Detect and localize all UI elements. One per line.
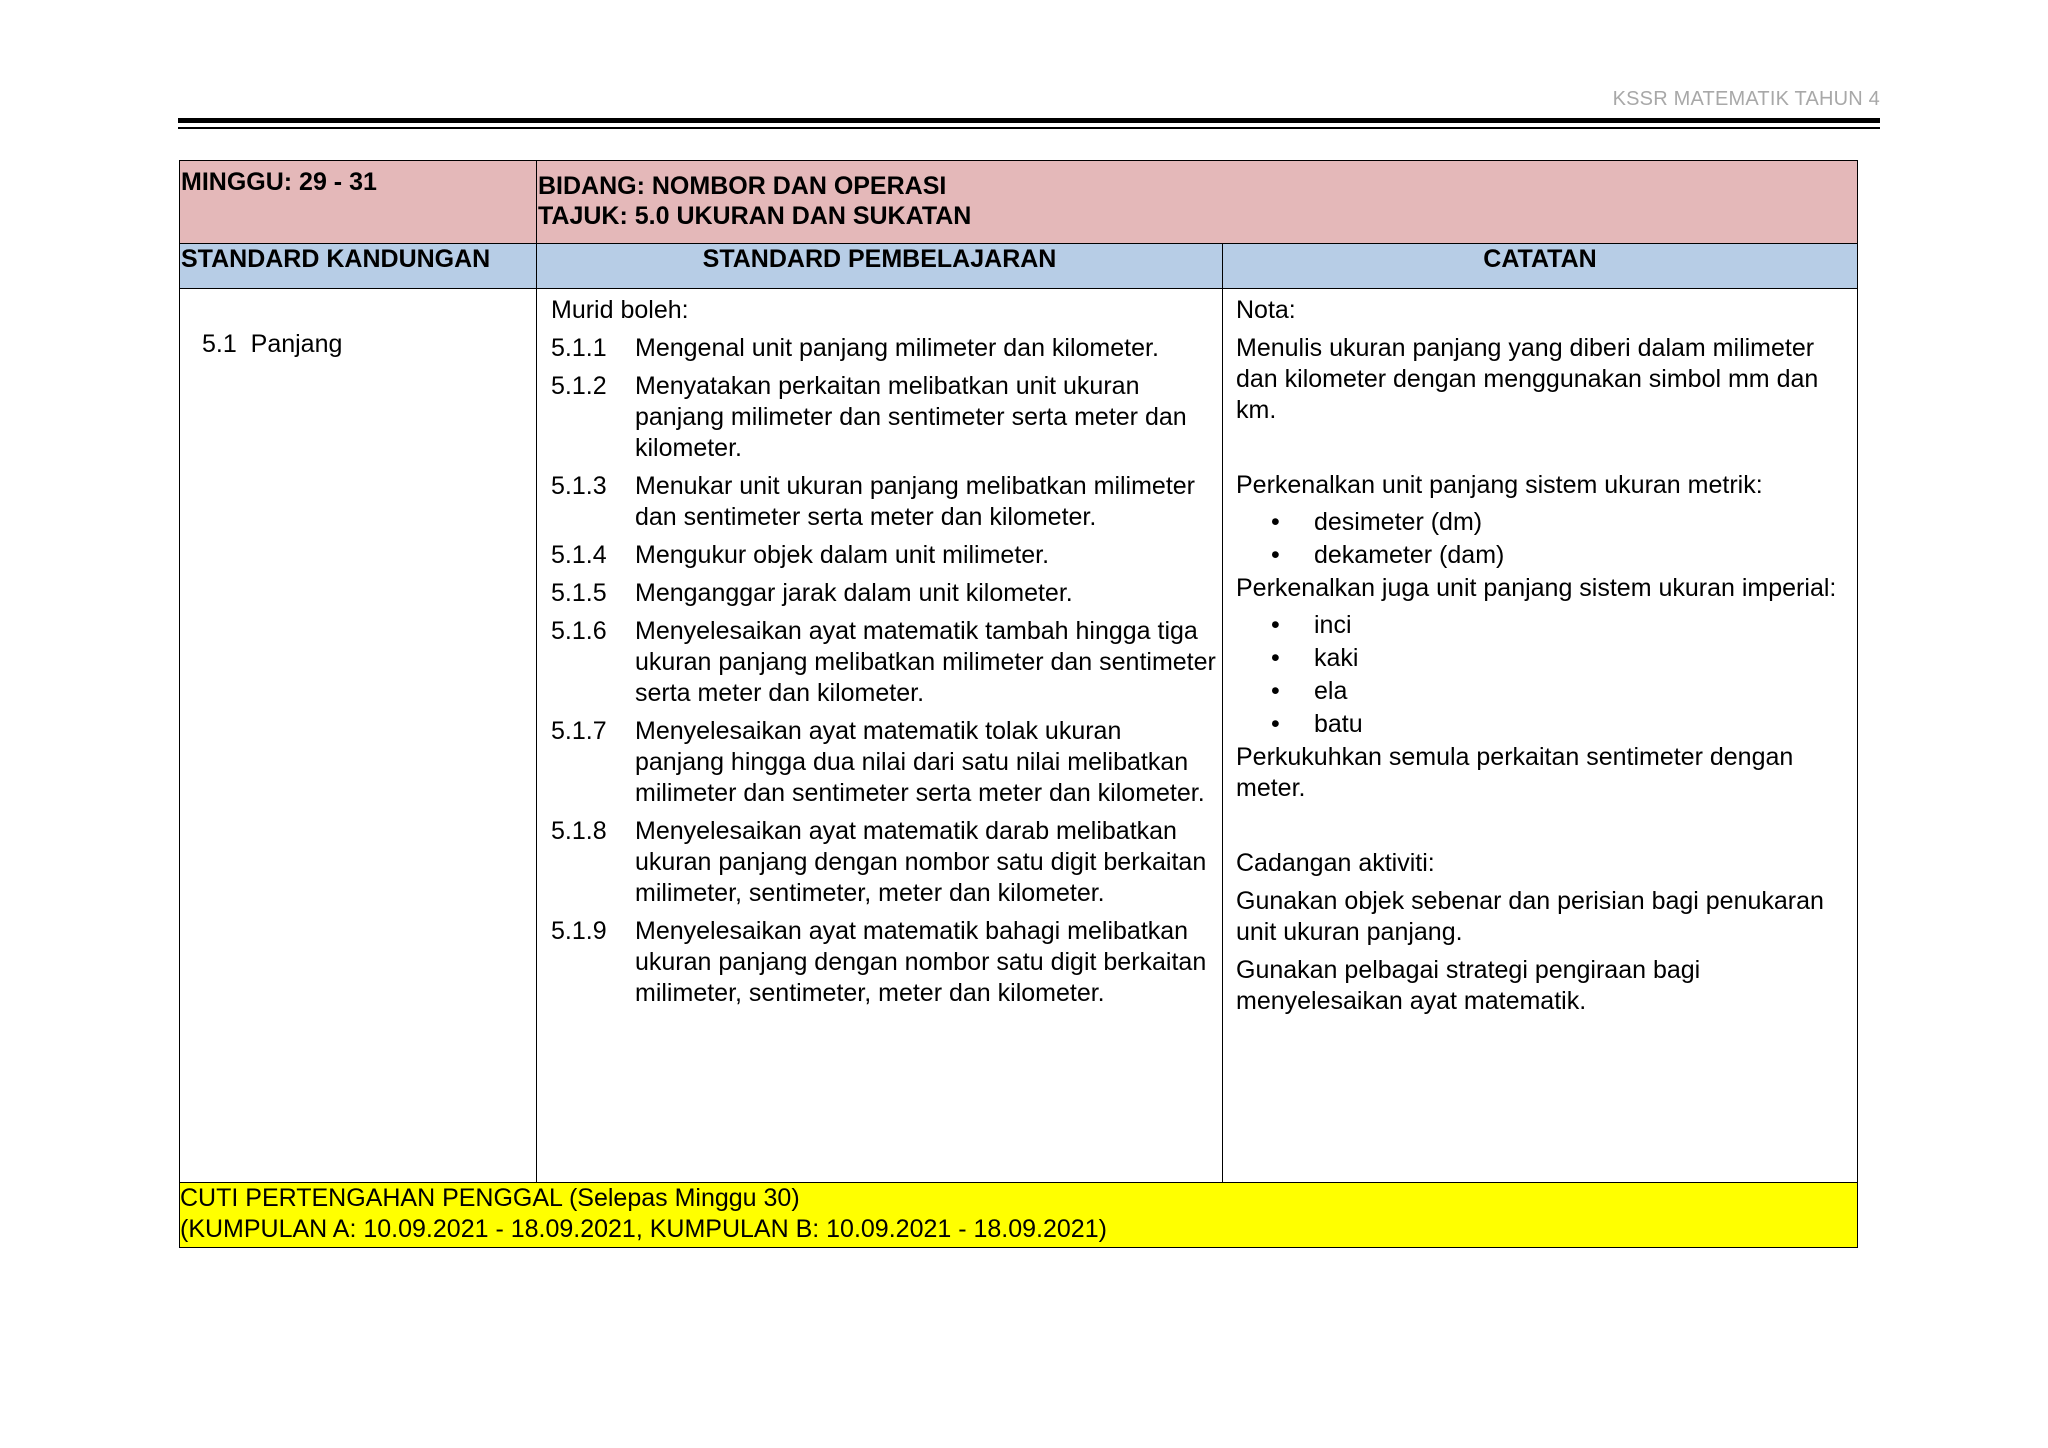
bullet-icon: • bbox=[1271, 644, 1280, 672]
bullet-text: ela bbox=[1314, 677, 1348, 705]
pembelajaran-item bbox=[551, 540, 1216, 571]
column-header-kandungan: STANDARD KANDUNGAN bbox=[180, 244, 537, 289]
pembelajaran-item-number: 5.1.9 bbox=[551, 917, 607, 945]
pembelajaran-item-text: Mengukur objek dalam unit milimeter. bbox=[635, 541, 1050, 569]
bullet-text: dekameter (dam) bbox=[1314, 541, 1505, 569]
pembelajaran-item-text: Menyelesaikan ayat matematik darab melibatkan ukuran panjang dengan nombor satu digit berkaitan milimeter, sentimeter, meter dan kilometer. bbox=[635, 817, 1207, 907]
pembelajaran-list bbox=[551, 333, 1216, 1009]
bullet-text: kaki bbox=[1314, 644, 1359, 672]
bidang-tajuk-cell bbox=[537, 161, 1858, 244]
cadangan-2: Gunakan pelbagai strategi pengiraan bagi menyelesaikan ayat matematik. bbox=[1236, 956, 1701, 1015]
perkukuh-text: Perkukuhkan semula perkaitan sentimeter dengan meter. bbox=[1236, 743, 1794, 802]
minggu-cell bbox=[180, 161, 537, 244]
content-row bbox=[180, 289, 1858, 1183]
lesson-plan-table bbox=[179, 160, 1858, 1248]
pembelajaran-item bbox=[551, 471, 1216, 533]
pembelajaran-item bbox=[551, 716, 1216, 809]
pembelajaran-item-text: Menyelesaikan ayat matematik bahagi melibatkan ukuran panjang dengan nombor satu digit berkaitan milimeter, sentimeter, meter dan kilometer. bbox=[635, 917, 1207, 1007]
kandungan-item: 5.1 Panjang bbox=[202, 330, 343, 358]
pembelajaran-item-number: 5.1.8 bbox=[551, 817, 607, 845]
header-rule-thin bbox=[178, 127, 1880, 129]
cuti-row bbox=[180, 1183, 1858, 1248]
pembelajaran-item-number: 5.1.3 bbox=[551, 472, 607, 500]
imperial-text: Perkenalkan juga unit panjang sistem ukuran imperial: bbox=[1236, 574, 1837, 602]
pembelajaran-item-text: Menukar unit ukuran panjang melibatkan milimeter dan sentimeter serta meter dan kilometer. bbox=[635, 472, 1196, 531]
bullet-item bbox=[1236, 610, 1847, 641]
nota-label: Nota: bbox=[1236, 296, 1296, 324]
bullet-text: inci bbox=[1314, 611, 1352, 639]
column-header-row bbox=[180, 244, 1858, 289]
pembelajaran-cell bbox=[537, 289, 1223, 1183]
cuti-line-1: CUTI PERTENGAHAN PENGGAL (Selepas Minggu 30) bbox=[180, 1184, 800, 1212]
pembelajaran-item-text: Menyatakan perkaitan melibatkan unit ukuran panjang milimeter dan sentimeter serta meter dan kilometer. bbox=[635, 372, 1187, 462]
bullet-icon: • bbox=[1271, 508, 1280, 536]
cuti-cell bbox=[180, 1183, 1858, 1248]
header-rule-thick bbox=[178, 118, 1880, 123]
pembelajaran-item-text: Menganggar jarak dalam unit kilometer. bbox=[635, 579, 1073, 607]
pembelajaran-item-number: 5.1.5 bbox=[551, 579, 607, 607]
bullet-item bbox=[1236, 676, 1847, 707]
minggu-label: MINGGU: 29 - 31 bbox=[181, 168, 377, 196]
title-row bbox=[180, 161, 1858, 244]
bullet-icon: • bbox=[1271, 710, 1280, 738]
document-header-title: KSSR MATEMATIK TAHUN 4 bbox=[1612, 88, 1880, 110]
pembelajaran-item-text: Menyelesaikan ayat matematik tolak ukuran panjang hingga dua nilai dari satu nilai melibatkan milimeter dan sentimeter serta meter dan kilometer. bbox=[635, 717, 1205, 807]
pembelajaran-item bbox=[551, 578, 1216, 609]
pembelajaran-item-number: 5.1.4 bbox=[551, 541, 607, 569]
metrik-list bbox=[1236, 507, 1847, 571]
bidang-label: BIDANG: NOMBOR DAN OPERASI bbox=[538, 172, 947, 200]
pembelajaran-item-number: 5.1.1 bbox=[551, 334, 607, 362]
nota-text: Menulis ukuran panjang yang diberi dalam milimeter dan kilometer dengan menggunakan simbol mm dan km. bbox=[1236, 334, 1819, 424]
pembelajaran-item-number: 5.1.7 bbox=[551, 717, 607, 745]
pembelajaran-item bbox=[551, 333, 1216, 364]
bullet-icon: • bbox=[1271, 611, 1280, 639]
pembelajaran-item bbox=[551, 916, 1216, 1009]
cuti-line-2: (KUMPULAN A: 10.09.2021 - 18.09.2021, KUMPULAN B: 10.09.2021 - 18.09.2021) bbox=[180, 1215, 1107, 1243]
cadangan-label: Cadangan aktiviti: bbox=[1236, 849, 1435, 877]
bullet-text: batu bbox=[1314, 710, 1363, 738]
pembelajaran-item-text: Mengenal unit panjang milimeter dan kilometer. bbox=[635, 334, 1159, 362]
metrik-text: Perkenalkan unit panjang sistem ukuran metrik: bbox=[1236, 471, 1763, 499]
pembelajaran-item bbox=[551, 616, 1216, 709]
bullet-item bbox=[1236, 507, 1847, 538]
imperial-list bbox=[1236, 610, 1847, 740]
tajuk-label: TAJUK: 5.0 UKURAN DAN SUKATAN bbox=[538, 202, 972, 230]
pembelajaran-item bbox=[551, 816, 1216, 909]
bullet-item bbox=[1236, 643, 1847, 674]
bullet-icon: • bbox=[1271, 677, 1280, 705]
column-header-pembelajaran: STANDARD PEMBELAJARAN bbox=[537, 244, 1223, 289]
bullet-icon: • bbox=[1271, 541, 1280, 569]
bullet-item bbox=[1236, 709, 1847, 740]
pembelajaran-item bbox=[551, 371, 1216, 464]
pembelajaran-intro: Murid boleh: bbox=[551, 296, 689, 324]
pembelajaran-item-number: 5.1.2 bbox=[551, 372, 607, 400]
catatan-cell bbox=[1223, 289, 1858, 1183]
pembelajaran-item-number: 5.1.6 bbox=[551, 617, 607, 645]
column-header-catatan: CATATAN bbox=[1223, 244, 1858, 289]
cadangan-1: Gunakan objek sebenar dan perisian bagi penukaran unit ukuran panjang. bbox=[1236, 887, 1824, 946]
bullet-text: desimeter (dm) bbox=[1314, 508, 1483, 536]
pembelajaran-item-text: Menyelesaikan ayat matematik tambah hingga tiga ukuran panjang melibatkan milimeter dan sentimeter serta meter dan kilometer. bbox=[635, 617, 1216, 707]
kandungan-cell bbox=[180, 289, 537, 1183]
bullet-item bbox=[1236, 540, 1847, 571]
